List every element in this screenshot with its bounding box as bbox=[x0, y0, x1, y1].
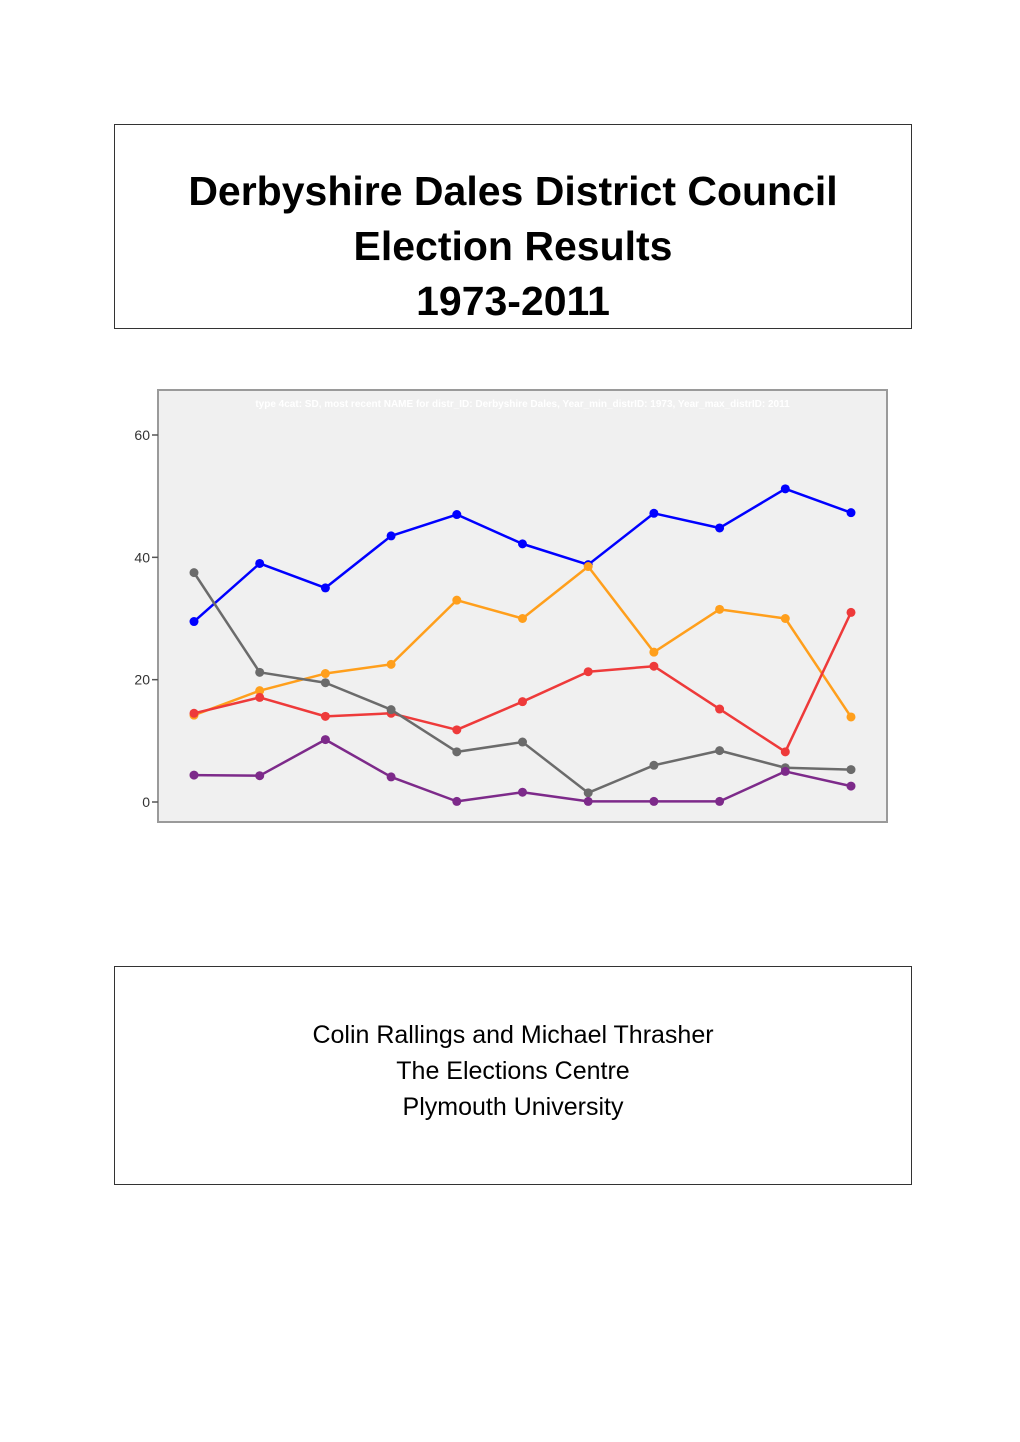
series-4-point-11 bbox=[847, 765, 856, 774]
series-3-point-6 bbox=[518, 697, 527, 706]
series-1-point-4 bbox=[387, 531, 396, 540]
centre-name: The Elections Centre bbox=[396, 1057, 630, 1085]
series-3-point-1 bbox=[190, 709, 199, 718]
credit-block bbox=[115, 1017, 911, 1125]
series-2-point-4 bbox=[387, 660, 396, 669]
series-1-point-10 bbox=[781, 484, 790, 493]
series-3-point-10 bbox=[781, 747, 790, 756]
plot-area bbox=[158, 390, 887, 822]
series-5-point-8 bbox=[649, 797, 658, 806]
chart-svg bbox=[110, 385, 900, 835]
chart bbox=[110, 385, 900, 835]
series-5-point-9 bbox=[715, 797, 724, 806]
series-4-point-4 bbox=[387, 705, 396, 714]
series-5-point-11 bbox=[847, 782, 856, 791]
series-2-point-5 bbox=[452, 596, 461, 605]
series-1-point-9 bbox=[715, 523, 724, 532]
series-1-point-8 bbox=[649, 509, 658, 518]
series-3-point-11 bbox=[847, 608, 856, 617]
series-4-point-8 bbox=[649, 761, 658, 770]
series-2-point-11 bbox=[847, 712, 856, 721]
title-council: Derbyshire Dales District Council bbox=[188, 168, 838, 214]
y-tick-label-40: 40 bbox=[134, 549, 150, 566]
series-3-point-9 bbox=[715, 705, 724, 714]
title-election-results: Election Results bbox=[353, 223, 673, 269]
series-5-point-7 bbox=[584, 797, 593, 806]
series-4-point-3 bbox=[321, 678, 330, 687]
y-tick-label-60: 60 bbox=[134, 427, 150, 443]
series-1-point-3 bbox=[321, 583, 330, 592]
series-3-point-2 bbox=[255, 693, 264, 702]
series-5-point-10 bbox=[781, 767, 790, 776]
series-2-point-9 bbox=[715, 605, 724, 614]
series-2-point-6 bbox=[518, 614, 527, 623]
series-4-point-7 bbox=[584, 788, 593, 797]
series-4-point-1 bbox=[190, 568, 199, 577]
series-3-point-3 bbox=[321, 712, 330, 721]
series-3-point-7 bbox=[584, 667, 593, 676]
series-2-point-3 bbox=[321, 669, 330, 678]
y-tick-label-0: 0 bbox=[142, 794, 150, 810]
series-2-point-10 bbox=[781, 614, 790, 623]
series-5-point-4 bbox=[387, 772, 396, 781]
series-3-point-8 bbox=[649, 662, 658, 671]
y-axis bbox=[134, 427, 158, 810]
series-1-point-6 bbox=[518, 539, 527, 548]
title-year-range: 1973-2011 bbox=[416, 278, 610, 324]
series-1-point-2 bbox=[255, 559, 264, 568]
series-5-point-5 bbox=[452, 797, 461, 806]
credit-box bbox=[114, 966, 912, 1185]
series-1-point-1 bbox=[190, 617, 199, 626]
series-4-point-6 bbox=[518, 738, 527, 747]
series-3-point-5 bbox=[452, 725, 461, 734]
series-5-point-3 bbox=[321, 735, 330, 744]
series-1-point-5 bbox=[452, 510, 461, 519]
series-2-point-8 bbox=[649, 648, 658, 657]
chart-title: type 4cat: SD, most recent NAME for distr_ID: Derbyshire Dales, Year_min_distrID: 1973, Year_max_distrID: 2011 bbox=[255, 399, 790, 410]
series-2-point-7 bbox=[584, 562, 593, 571]
title-block bbox=[115, 164, 911, 329]
series-4-point-5 bbox=[452, 747, 461, 756]
series-4-point-9 bbox=[715, 746, 724, 755]
series-5-point-2 bbox=[255, 771, 264, 780]
title-box bbox=[114, 124, 912, 329]
authors: Colin Rallings and Michael Thrasher bbox=[312, 1021, 714, 1049]
series-5-point-6 bbox=[518, 788, 527, 797]
university-name: Plymouth University bbox=[402, 1093, 624, 1121]
y-tick-label-20: 20 bbox=[134, 671, 150, 688]
series-1-point-11 bbox=[847, 508, 856, 517]
series-4-point-2 bbox=[255, 668, 264, 677]
series-5-point-1 bbox=[190, 771, 199, 780]
